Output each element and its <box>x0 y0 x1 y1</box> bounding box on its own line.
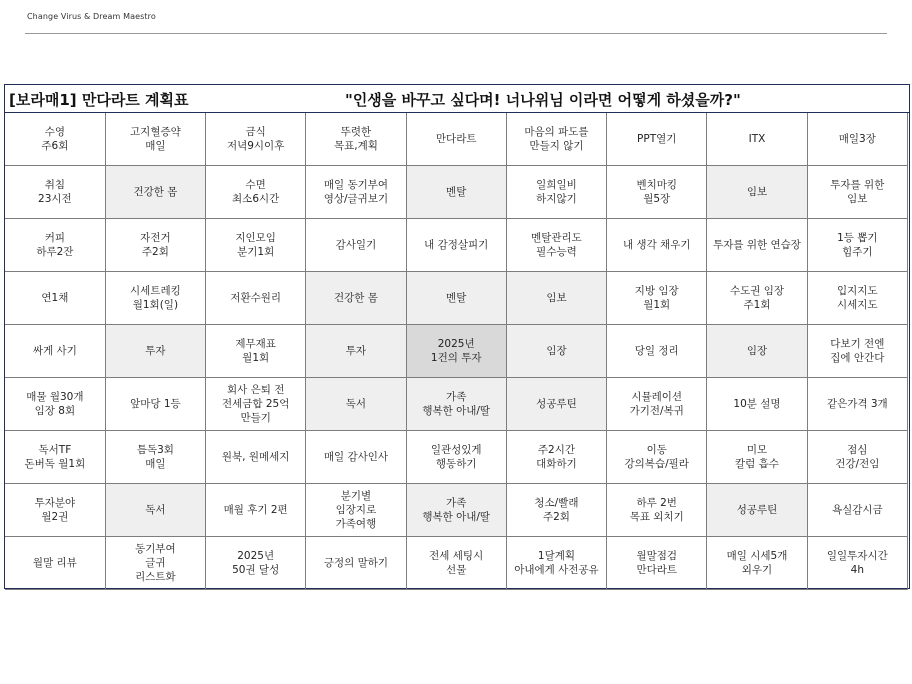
grid-cell: 투자를 위한 임보 <box>807 166 907 219</box>
grid-cell: 당일 정리 <box>607 325 707 378</box>
sub-goal-cell: 독서 <box>105 484 205 537</box>
grid-row <box>5 166 908 219</box>
sheet-quote: "인생을 바꾸고 싶다며! 너나위님 이라면 어떻게 하셨을까?" <box>345 91 741 109</box>
grid-cell: 커피 하루2잔 <box>5 219 105 272</box>
grid-cell: 점심 건강/전임 <box>807 431 907 484</box>
grid-cell: 싸게 사기 <box>5 325 105 378</box>
sub-goal-cell: 건강한 몸 <box>306 272 406 325</box>
grid-cell: 다보기 전엔 집에 안간다 <box>807 325 907 378</box>
sub-goal-cell: 가족 행복한 아내/딸 <box>406 378 506 431</box>
grid-cell: ITX <box>707 113 807 166</box>
grid-body <box>5 113 908 590</box>
grid-cell: 같은가격 3개 <box>807 378 907 431</box>
grid-cell: 시뮬레이션 가기전/복귀 <box>607 378 707 431</box>
grid-cell: 입지지도 시세지도 <box>807 272 907 325</box>
grid-row <box>5 484 908 537</box>
grid-cell: 독서TF 돈버독 월1회 <box>5 431 105 484</box>
sub-goal-cell: 임보 <box>707 166 807 219</box>
header-divider <box>25 33 887 34</box>
grid-cell: 틈독3회 매일 <box>105 431 205 484</box>
grid-cell: 일관성있게 행동하기 <box>406 431 506 484</box>
grid-cell: 지인모임 분기1회 <box>206 219 306 272</box>
sub-goal-cell: 멘탈 <box>406 166 506 219</box>
grid-cell: 1달계획 아내에게 사전공유 <box>506 537 606 590</box>
grid-cell: 만다라트 <box>406 113 506 166</box>
grid-cell: 전세 세팅시 선물 <box>406 537 506 590</box>
grid-cell: 주2시간 대화하기 <box>506 431 606 484</box>
grid-cell: PPT열기 <box>607 113 707 166</box>
grid-cell: 욕실감시금 <box>807 484 907 537</box>
sub-goal-cell: 임장 <box>506 325 606 378</box>
mandalart-grid <box>5 113 908 590</box>
grid-cell: 하루 2번 목표 외치기 <box>607 484 707 537</box>
sub-goal-cell: 독서 <box>306 378 406 431</box>
grid-cell: 원북, 원메세지 <box>206 431 306 484</box>
grid-cell: 고지혈증약 매일 <box>105 113 205 166</box>
sub-goal-cell: 임장 <box>707 325 807 378</box>
sub-goal-cell: 가족 행복한 아내/딸 <box>406 484 506 537</box>
grid-cell: 이동 강의복습/필라 <box>607 431 707 484</box>
grid-cell: 미모 칼럼 흡수 <box>707 431 807 484</box>
grid-cell: 수면 최소6시간 <box>206 166 306 219</box>
grid-cell: 지방 임장 월1회 <box>607 272 707 325</box>
grid-cell: 2025년 50권 달성 <box>206 537 306 590</box>
grid-cell: 투자를 위한 연습장 <box>707 219 807 272</box>
sheet-title: [보라매1] 만다라트 계획표 <box>9 91 189 109</box>
sub-goal-cell: 멘탈 <box>406 272 506 325</box>
grid-cell: 앞마당 1등 <box>105 378 205 431</box>
grid-cell: 월말 리뷰 <box>5 537 105 590</box>
grid-cell: 감사일기 <box>306 219 406 272</box>
core-goal-cell: 2025년 1건의 투자 <box>406 325 506 378</box>
grid-cell: 시세트레킹 월1회(일) <box>105 272 205 325</box>
grid-cell: 긍정의 말하기 <box>306 537 406 590</box>
grid-cell: 10분 설명 <box>707 378 807 431</box>
grid-row <box>5 537 908 590</box>
grid-cell: 매일 감사인사 <box>306 431 406 484</box>
grid-row <box>5 272 908 325</box>
grid-cell: 저환수원리 <box>206 272 306 325</box>
grid-cell: 연1채 <box>5 272 105 325</box>
grid-cell: 취침 23시전 <box>5 166 105 219</box>
sub-goal-cell: 투자 <box>306 325 406 378</box>
grid-cell: 일희일비 하지않기 <box>506 166 606 219</box>
grid-cell: 내 생각 채우기 <box>607 219 707 272</box>
sub-goal-cell: 성공루틴 <box>707 484 807 537</box>
grid-cell: 멘탈관리도 필수능력 <box>506 219 606 272</box>
grid-row <box>5 325 908 378</box>
sub-goal-cell: 투자 <box>105 325 205 378</box>
grid-cell: 매월 후기 2편 <box>206 484 306 537</box>
mandalart-sheet <box>4 84 910 589</box>
grid-cell: 벤치마킹 월5장 <box>607 166 707 219</box>
sub-goal-cell: 성공루틴 <box>506 378 606 431</box>
grid-cell: 매일 시세5개 외우기 <box>707 537 807 590</box>
grid-row <box>5 113 908 166</box>
grid-cell: 동기부여 글귀 리스트화 <box>105 537 205 590</box>
grid-cell: 자전거 주2회 <box>105 219 205 272</box>
grid-cell: 청소/빨래 주2회 <box>506 484 606 537</box>
grid-row <box>5 378 908 431</box>
grid-cell: 뚜렷한 목표,계획 <box>306 113 406 166</box>
grid-cell: 분기별 임장지로 가족여행 <box>306 484 406 537</box>
grid-row <box>5 219 908 272</box>
grid-cell: 내 감정살피기 <box>406 219 506 272</box>
header-text: Change Virus & Dream Maestro <box>27 12 156 21</box>
sub-goal-cell: 임보 <box>506 272 606 325</box>
sub-goal-cell: 건강한 몸 <box>105 166 205 219</box>
grid-row <box>5 431 908 484</box>
grid-cell: 월말점검 만다라트 <box>607 537 707 590</box>
grid-cell: 회사 은퇴 전 전세금합 25억 만들기 <box>206 378 306 431</box>
grid-cell: 제무재표 월1회 <box>206 325 306 378</box>
grid-cell: 수영 주6회 <box>5 113 105 166</box>
grid-cell: 매일 동기부여 영상/글귀보기 <box>306 166 406 219</box>
grid-cell: 수도권 임장 주1회 <box>707 272 807 325</box>
grid-cell: 매일3장 <box>807 113 907 166</box>
grid-cell: 1등 뽑기 힘주기 <box>807 219 907 272</box>
grid-cell: 일일투자시간 4h <box>807 537 907 590</box>
grid-cell: 투자분야 월2권 <box>5 484 105 537</box>
grid-cell: 마음의 파도를 만들지 않기 <box>506 113 606 166</box>
title-row <box>5 85 909 113</box>
grid-cell: 매물 월30개 임장 8회 <box>5 378 105 431</box>
grid-cell: 금식 저녁9시이후 <box>206 113 306 166</box>
